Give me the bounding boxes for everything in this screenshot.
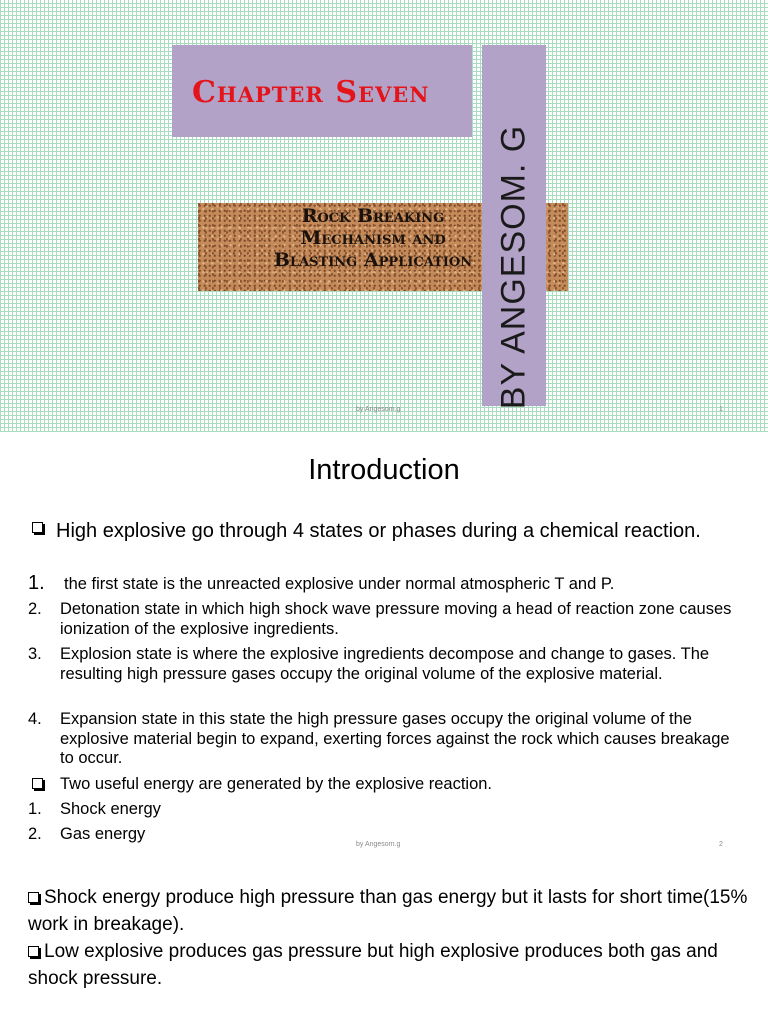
lead-bullet-text: High explosive go through 4 states or phases during a chemical reaction. bbox=[56, 520, 701, 542]
page-number: 1 bbox=[719, 406, 723, 413]
subtitle-line: Rock Breaking bbox=[301, 205, 445, 227]
item-number: 1. bbox=[28, 800, 42, 818]
square-bullet-icon bbox=[28, 946, 39, 957]
author-box bbox=[482, 45, 546, 410]
paragraph bbox=[28, 938, 748, 992]
slide-footer: by Angesom.g bbox=[356, 406, 401, 413]
square-bullet-icon bbox=[32, 522, 43, 533]
list-item: Explosion state is where the explosive ingredients decompose and change to gases. The resulting high pressure gases occupy the original volume of the explosive material. bbox=[60, 645, 710, 683]
chapter-title: Chapter Seven bbox=[192, 75, 430, 110]
item-number: 2. bbox=[28, 825, 42, 843]
chapter-title-box bbox=[172, 45, 472, 137]
slide-energy-notes bbox=[0, 864, 768, 1024]
list-item: Expansion state in this state the high pressure gases occupy the original volume of the explosive material begin to expand, exerting forces against the rock which causes breakage to occur. bbox=[60, 710, 730, 767]
subtitle-line: Mechanism and bbox=[300, 227, 446, 249]
item-number: 3. bbox=[28, 645, 42, 663]
paragraph-text: Shock energy produce high pressure than gas energy but it lasts for short time(15% work in breakage). bbox=[28, 887, 748, 935]
energy-bullet-text: Two useful energy are generated by the explosive reaction. bbox=[60, 775, 493, 793]
list-item: Gas energy bbox=[60, 825, 146, 843]
square-bullet-icon bbox=[28, 892, 39, 903]
author-name: BY ANGESOM. G bbox=[494, 124, 533, 410]
page-number: 2 bbox=[719, 841, 723, 848]
item-number: 4. bbox=[28, 710, 42, 728]
slide-title bbox=[0, 0, 768, 432]
item-number: 1. bbox=[28, 572, 45, 594]
paragraph-text: Low explosive produces gas pressure but high explosive produces both gas and shock pressure. bbox=[28, 941, 718, 989]
slide-heading: Introduction bbox=[308, 454, 460, 486]
list-item: Detonation state in which high shock wave pressure moving a head of reaction zone causes ionization of the explosive ingredients. bbox=[60, 600, 732, 638]
square-bullet-icon bbox=[32, 778, 43, 789]
paragraph bbox=[28, 884, 748, 938]
list-item: the first state is the unreacted explosive under normal atmospheric T and P. bbox=[64, 575, 615, 593]
list-item: Shock energy bbox=[60, 800, 161, 818]
subtitle-line: Blasting Application bbox=[273, 249, 473, 271]
subtitle-text bbox=[228, 205, 518, 271]
slide-introduction bbox=[0, 436, 768, 860]
item-number: 2. bbox=[28, 600, 42, 618]
slide-footer: by Angesom.g bbox=[356, 841, 401, 848]
